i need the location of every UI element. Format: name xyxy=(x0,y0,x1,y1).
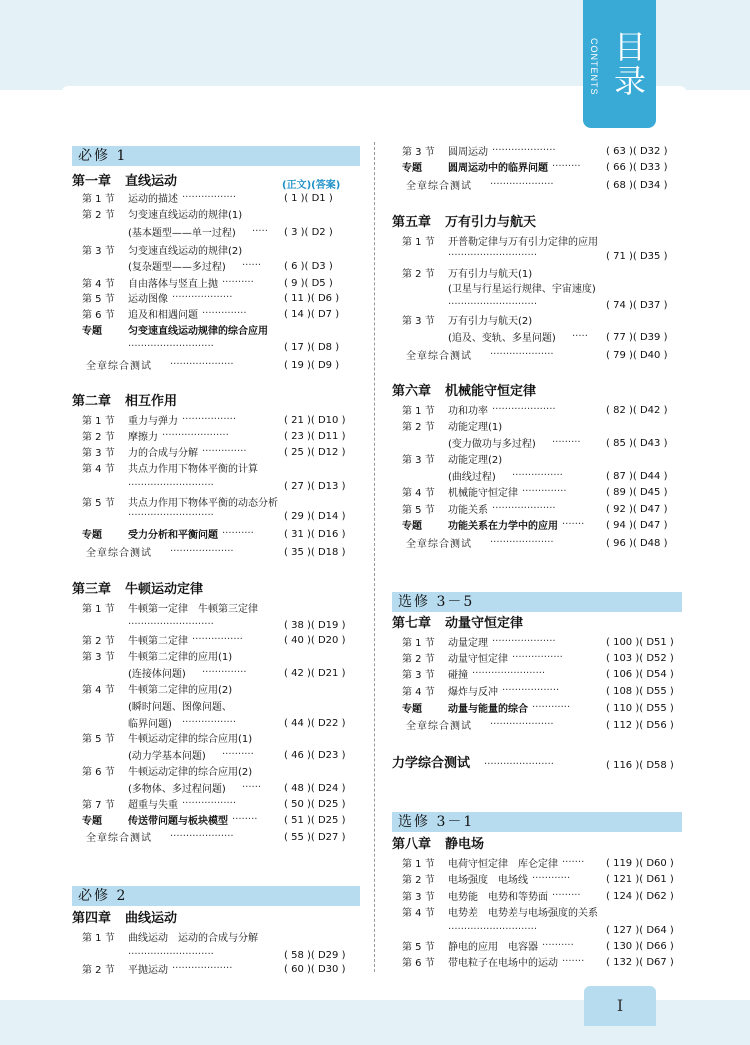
page-reference: ( 9 )( D5 ) xyxy=(284,278,333,289)
dot-leader: ················ xyxy=(512,470,563,481)
section-title: 匀变速直线运动的规律(1) xyxy=(128,210,243,221)
dot-leader: ···················· xyxy=(492,503,556,514)
section-number: 第 4 节 xyxy=(402,908,435,919)
section-title: 牛顿第二定律的应用(2) xyxy=(128,685,233,696)
section-number: 第 1 节 xyxy=(82,604,115,615)
page-reference: ( 48 )( D24 ) xyxy=(284,783,346,794)
section-title: (基本题型——单一过程) xyxy=(128,228,236,239)
page-number: I xyxy=(584,986,656,1026)
section-title: 功能关系在力学中的应用 xyxy=(448,521,558,532)
dot-leader: ··························· xyxy=(128,619,214,630)
chapter-number: 第二章 xyxy=(72,394,112,409)
page-reference: ( 121 )( D61 ) xyxy=(606,874,674,885)
dot-leader: ···················· xyxy=(170,831,234,842)
dot-leader: ········ xyxy=(232,814,258,825)
section-number: 第 2 节 xyxy=(402,875,435,886)
section-title: 电势能 电势和等势面 xyxy=(448,892,548,903)
section-title: (连接体问题) xyxy=(128,669,186,680)
section-title: 圆周运动中的临界问题 xyxy=(448,163,548,174)
page-reference: ( 25 )( D12 ) xyxy=(284,447,346,458)
page-reference: ( 63 )( D32 ) xyxy=(606,146,668,157)
section-title: 传送带问题与板块模型 xyxy=(128,816,228,827)
section-number: 第 5 节 xyxy=(82,498,115,509)
dot-leader: ··························· xyxy=(128,949,214,960)
section-number: 第 6 节 xyxy=(82,310,115,321)
chapter-heading xyxy=(392,215,536,231)
chapter-test-label: 全章综合测试 xyxy=(406,351,472,362)
section-title: 牛顿第一定律 牛顿第三定律 xyxy=(128,604,258,615)
dot-leader: ··················· xyxy=(172,963,233,974)
page-reference: ( 68 )( D34 ) xyxy=(606,180,668,191)
page-reference: ( 29 )( D14 ) xyxy=(284,511,346,522)
dot-leader: ·············· xyxy=(202,446,247,457)
page-reference: ( 79 )( D40 ) xyxy=(606,350,668,361)
section-title: 重力与弹力 xyxy=(128,416,178,427)
dot-leader: ······················· xyxy=(472,668,546,679)
section-number: 专题 xyxy=(82,816,102,827)
section-title: 万有引力与航天(1) xyxy=(448,269,533,280)
section-title: 动能定理(2) xyxy=(448,455,503,466)
section-title: (变力做功与多过程) xyxy=(448,439,536,450)
section-number: 第 4 节 xyxy=(82,685,115,696)
section-number: 第 3 节 xyxy=(402,316,435,327)
dot-leader: ······· xyxy=(562,857,585,868)
dot-leader: ·············· xyxy=(202,308,247,319)
page-reference: ( 6 )( D3 ) xyxy=(284,261,333,272)
section-title: 电势差 电势差与电场强度的关系 xyxy=(448,908,598,919)
section-title: 牛顿第二定律的应用(1) xyxy=(128,652,233,663)
page-reference: ( 130 )( D66 ) xyxy=(606,941,674,952)
dot-leader: ········· xyxy=(552,890,581,901)
chapter-number: 第四章 xyxy=(72,911,112,926)
section-title: 开普勒定律与万有引力定律的应用 xyxy=(448,237,598,248)
page-reference: ( 85 )( D43 ) xyxy=(606,438,668,449)
dot-leader: ··························· xyxy=(128,480,214,491)
dot-leader: ·········· xyxy=(222,277,254,288)
page-reference: ( 19 )( D9 ) xyxy=(284,360,340,371)
page-reference: ( 66 )( D33 ) xyxy=(606,162,668,173)
dot-leader: ······· xyxy=(562,956,585,967)
section-title: 运动的描述 xyxy=(128,194,178,205)
book-section-band: 必修 2 xyxy=(72,886,360,906)
section-number: 第 2 节 xyxy=(82,636,115,647)
dot-leader: ··················· xyxy=(172,292,233,303)
section-number: 第 2 节 xyxy=(82,432,115,443)
section-title: 平抛运动 xyxy=(128,965,168,976)
chapter-title: 直线运动 xyxy=(125,174,178,189)
dot-leader: ···················· xyxy=(490,349,554,360)
section-number: 第 2 节 xyxy=(82,210,115,221)
page-reference: ( 3 )( D2 ) xyxy=(284,227,333,238)
dot-leader: ············ xyxy=(532,873,571,884)
chapter-number: 第七章 xyxy=(392,616,432,631)
chapter-number: 第六章 xyxy=(392,384,432,399)
section-number: 专题 xyxy=(82,530,102,541)
section-title: (动力学基本问题) xyxy=(128,751,206,762)
dot-leader: ······ xyxy=(242,260,262,271)
section-number: 第 1 节 xyxy=(402,859,435,870)
dot-leader: ···················· xyxy=(490,179,554,190)
section-number: 第 6 节 xyxy=(82,767,115,778)
dot-leader: ···························· xyxy=(448,250,538,261)
section-number: 专题 xyxy=(402,163,422,174)
dot-leader: ················· xyxy=(182,192,237,203)
section-number: 专题 xyxy=(402,704,422,715)
page-reference: ( 1 )( D1 ) xyxy=(284,193,333,204)
section-title: 爆炸与反冲 xyxy=(448,687,498,698)
page-reference: ( 44 )( D22 ) xyxy=(284,718,346,729)
dot-leader: ················· xyxy=(182,717,237,728)
answer-column-header: (正文)(答案) xyxy=(282,180,341,191)
page-reference: ( 31 )( D16 ) xyxy=(284,529,346,540)
section-title: (瞬时问题、图像问题、 xyxy=(128,702,232,713)
dot-leader: ···················· xyxy=(492,145,556,156)
section-title: 运动图像 xyxy=(128,294,168,305)
dot-leader: ······· xyxy=(562,519,585,530)
dot-leader: ················ xyxy=(192,634,243,645)
contents-subtitle: CONTENTS xyxy=(589,38,599,96)
section-title: 摩擦力 xyxy=(128,432,158,443)
chapter-title: 牛顿运动定律 xyxy=(125,582,204,597)
section-title: (复杂题型——多过程) xyxy=(128,262,226,273)
page-reference: ( 106 )( D54 ) xyxy=(606,669,674,680)
section-title: 自由落体与竖直上抛 xyxy=(128,279,218,290)
page-reference: ( 108 )( D55 ) xyxy=(606,686,674,697)
section-title: 电荷守恒定律 库仑定律 xyxy=(448,859,558,870)
chapter-title: 相互作用 xyxy=(125,394,178,409)
page-reference: ( 94 )( D47 ) xyxy=(606,520,668,531)
section-number: 第 3 节 xyxy=(402,147,435,158)
chapter-heading xyxy=(392,616,523,632)
section-number: 第 3 节 xyxy=(82,652,115,663)
page-reference: ( 27 )( D13 ) xyxy=(284,481,346,492)
dot-leader: ··························· xyxy=(128,510,214,521)
chapter-test-label: 全章综合测试 xyxy=(406,539,472,550)
chapter-test-label: 全章综合测试 xyxy=(406,181,472,192)
section-number: 第 1 节 xyxy=(82,933,115,944)
page-reference: ( 89 )( D45 ) xyxy=(606,487,668,498)
section-number: 第 3 节 xyxy=(402,892,435,903)
page-reference: ( 51 )( D25 ) xyxy=(284,815,346,826)
section-title: 功能关系 xyxy=(448,505,488,516)
page-reference: ( 77 )( D39 ) xyxy=(606,332,668,343)
chapter-title: 动量守恒定律 xyxy=(445,616,524,631)
chapter-title: 万有引力与航天 xyxy=(445,215,537,230)
section-number: 第 1 节 xyxy=(82,194,115,205)
section-number: 第 1 节 xyxy=(402,406,435,417)
section-number: 第 5 节 xyxy=(82,294,115,305)
page-reference: ( 124 )( D62 ) xyxy=(606,891,674,902)
dot-leader: ···················· xyxy=(170,359,234,370)
page-reference: ( 38 )( D19 ) xyxy=(284,620,346,631)
chapter-heading xyxy=(392,384,536,400)
section-title: 碰撞 xyxy=(448,670,468,681)
section-title: (多物体、多过程问题) xyxy=(128,784,226,795)
dot-leader: ················ xyxy=(512,652,563,663)
page-reference: ( 40 )( D20 ) xyxy=(284,635,346,646)
chapter-heading xyxy=(72,911,177,927)
chapter-heading xyxy=(72,174,177,190)
section-number: 第 7 节 xyxy=(82,800,115,811)
dot-leader: ····· xyxy=(252,226,268,237)
dot-leader: ···················· xyxy=(492,636,556,647)
section-number: 第 3 节 xyxy=(402,455,435,466)
chapter-test-label: 全章综合测试 xyxy=(86,548,152,559)
section-number: 第 1 节 xyxy=(402,237,435,248)
page-reference: ( 46 )( D23 ) xyxy=(284,750,346,761)
page-reference: ( 119 )( D60 ) xyxy=(606,858,674,869)
contents-title: 目录 xyxy=(609,30,647,98)
section-title: 共点力作用下物体平衡的动态分析 xyxy=(128,498,278,509)
dot-leader: ···················· xyxy=(490,719,554,730)
dot-leader: ···························· xyxy=(448,924,538,935)
chapter-test-label: 全章综合测试 xyxy=(86,833,152,844)
section-title: 圆周运动 xyxy=(448,147,488,158)
dot-leader: ····················· xyxy=(162,430,229,441)
section-title: 匀变速直线运动的规律(2) xyxy=(128,246,243,257)
chapter-number: 第八章 xyxy=(392,837,432,852)
page-reference: ( 23 )( D11 ) xyxy=(284,431,346,442)
page-reference: ( 103 )( D52 ) xyxy=(606,653,674,664)
page-reference: ( 87 )( D44 ) xyxy=(606,471,668,482)
section-title: 受力分析和平衡问题 xyxy=(128,530,218,541)
section-title: 牛顿运动定律的综合应用(1) xyxy=(128,734,253,745)
dot-leader: ·············· xyxy=(202,667,247,678)
chapter-title: 曲线运动 xyxy=(125,911,178,926)
section-title: 动能定理(1) xyxy=(448,422,503,433)
dot-leader: ······ xyxy=(242,782,262,793)
section-title: (曲线过程) xyxy=(448,472,496,483)
section-number: 第 3 节 xyxy=(82,448,115,459)
page-reference: ( 132 )( D67 ) xyxy=(606,957,674,968)
dot-leader: ········· xyxy=(552,437,581,448)
book-section-band: 必修 1 xyxy=(72,146,360,166)
dot-leader: ······················ xyxy=(484,759,554,770)
chapter-test-label: 全章综合测试 xyxy=(406,721,472,732)
dot-leader: ·············· xyxy=(522,486,567,497)
page-reference: ( 60 )( D30 ) xyxy=(284,964,346,975)
section-title: 机械能守恒定律 xyxy=(448,488,518,499)
chapter-heading xyxy=(72,394,177,410)
section-title: 万有引力与航天(2) xyxy=(448,316,533,327)
section-title: 电场强度 电场线 xyxy=(448,875,528,886)
column-divider xyxy=(374,142,375,972)
dot-leader: ················· xyxy=(182,798,237,809)
page-reference: ( 58 )( D29 ) xyxy=(284,950,346,961)
page-reference: ( 55 )( D27 ) xyxy=(284,832,346,843)
page-reference: ( 21 )( D10 ) xyxy=(284,415,346,426)
section-number: 第 2 节 xyxy=(402,654,435,665)
section-number: 第 2 节 xyxy=(402,422,435,433)
book-section-band: 选修 3－1 xyxy=(392,812,682,832)
page-reference: ( 110 )( D55 ) xyxy=(606,703,674,714)
chapter-number: 第三章 xyxy=(72,582,112,597)
page-reference: ( 112 )( D56 ) xyxy=(606,720,674,731)
section-title: 功和功率 xyxy=(448,406,488,417)
section-number: 第 6 节 xyxy=(402,958,435,969)
dot-leader: ···················· xyxy=(490,537,554,548)
section-number: 第 4 节 xyxy=(402,488,435,499)
page-reference: ( 96 )( D48 ) xyxy=(606,538,668,549)
section-title: 动量定理 xyxy=(448,638,488,649)
section-number: 第 1 节 xyxy=(82,416,115,427)
dot-leader: ····· xyxy=(572,331,588,342)
section-number: 第 2 节 xyxy=(402,269,435,280)
section-title: 匀变速直线运动规律的综合应用 xyxy=(128,326,268,337)
chapter-title: 静电场 xyxy=(445,837,485,852)
section-number: 专题 xyxy=(402,521,422,532)
book-section-band: 选修 3－5 xyxy=(392,592,682,612)
dot-leader: ·········· xyxy=(222,749,254,760)
chapter-heading xyxy=(392,837,484,853)
page-reference: ( 17 )( D8 ) xyxy=(284,342,340,353)
page-reference: ( 82 )( D42 ) xyxy=(606,405,668,416)
section-title: 动量与能量的综合 xyxy=(448,704,528,715)
section-title: 曲线运动 运动的合成与分解 xyxy=(128,933,258,944)
page-reference: ( 92 )( D47 ) xyxy=(606,504,668,515)
section-title: 超重与失重 xyxy=(128,800,178,811)
section-number: 第 4 节 xyxy=(402,687,435,698)
section-number: 第 3 节 xyxy=(82,246,115,257)
page-reference: ( 71 )( D35 ) xyxy=(606,251,668,262)
section-title: 临界问题) xyxy=(128,719,172,730)
section-title: 追及和相遇问题 xyxy=(128,310,198,321)
dot-leader: ·················· xyxy=(502,685,560,696)
chapter-number: 第一章 xyxy=(72,174,112,189)
section-title: 牛顿运动定律的综合应用(2) xyxy=(128,767,253,778)
page-reference: ( 42 )( D21 ) xyxy=(284,668,346,679)
page-reference: ( 116 )( D58 ) xyxy=(606,760,674,771)
section-title: (卫星与行星运行规律、宇宙速度) xyxy=(448,284,596,295)
dot-leader: ········· xyxy=(552,161,581,172)
page-reference: ( 100 )( D51 ) xyxy=(606,637,674,648)
dot-leader: ···················· xyxy=(170,546,234,557)
section-title: 牛顿第二定律 xyxy=(128,636,188,647)
dot-leader: ···························· xyxy=(448,299,538,310)
section-number: 第 3 节 xyxy=(402,670,435,681)
section-title: 共点力作用下物体平衡的计算 xyxy=(128,464,258,475)
page-reference: ( 50 )( D25 ) xyxy=(284,799,346,810)
section-number: 第 1 节 xyxy=(402,638,435,649)
dot-leader: ·········· xyxy=(222,528,254,539)
chapter-test-label: 全章综合测试 xyxy=(86,361,152,372)
section-number: 第 5 节 xyxy=(82,734,115,745)
section-title: 力的合成与分解 xyxy=(128,448,198,459)
section-title: 带电粒子在电场中的运动 xyxy=(448,958,558,969)
dot-leader: ··························· xyxy=(128,341,214,352)
section-number: 第 2 节 xyxy=(82,965,115,976)
page-reference: ( 127 )( D64 ) xyxy=(606,925,674,936)
dot-leader: ·········· xyxy=(542,940,574,951)
chapter-title: 机械能守恒定律 xyxy=(445,384,537,399)
chapter-heading xyxy=(72,582,203,598)
section-title: 动量守恒定律 xyxy=(448,654,508,665)
contents-title-tab xyxy=(583,0,656,128)
section-number: 专题 xyxy=(82,326,102,337)
dot-leader: ················· xyxy=(182,414,237,425)
page-reference: ( 74 )( D37 ) xyxy=(606,300,668,311)
section-number: 第 5 节 xyxy=(402,942,435,953)
section-number: 第 4 节 xyxy=(82,279,115,290)
mechanics-test-heading: 力学综合测试 xyxy=(392,756,471,771)
page-reference: ( 11 )( D6 ) xyxy=(284,293,340,304)
section-title: 静电的应用 电容器 xyxy=(448,942,538,953)
page-reference: ( 35 )( D18 ) xyxy=(284,547,346,558)
page-reference: ( 14 )( D7 ) xyxy=(284,309,340,320)
chapter-number: 第五章 xyxy=(392,215,432,230)
dot-leader: ···················· xyxy=(492,404,556,415)
section-number: 第 4 节 xyxy=(82,464,115,475)
section-number: 第 5 节 xyxy=(402,505,435,516)
section-title: (追及、变轨、多星问题) xyxy=(448,333,556,344)
dot-leader: ············ xyxy=(532,702,571,713)
